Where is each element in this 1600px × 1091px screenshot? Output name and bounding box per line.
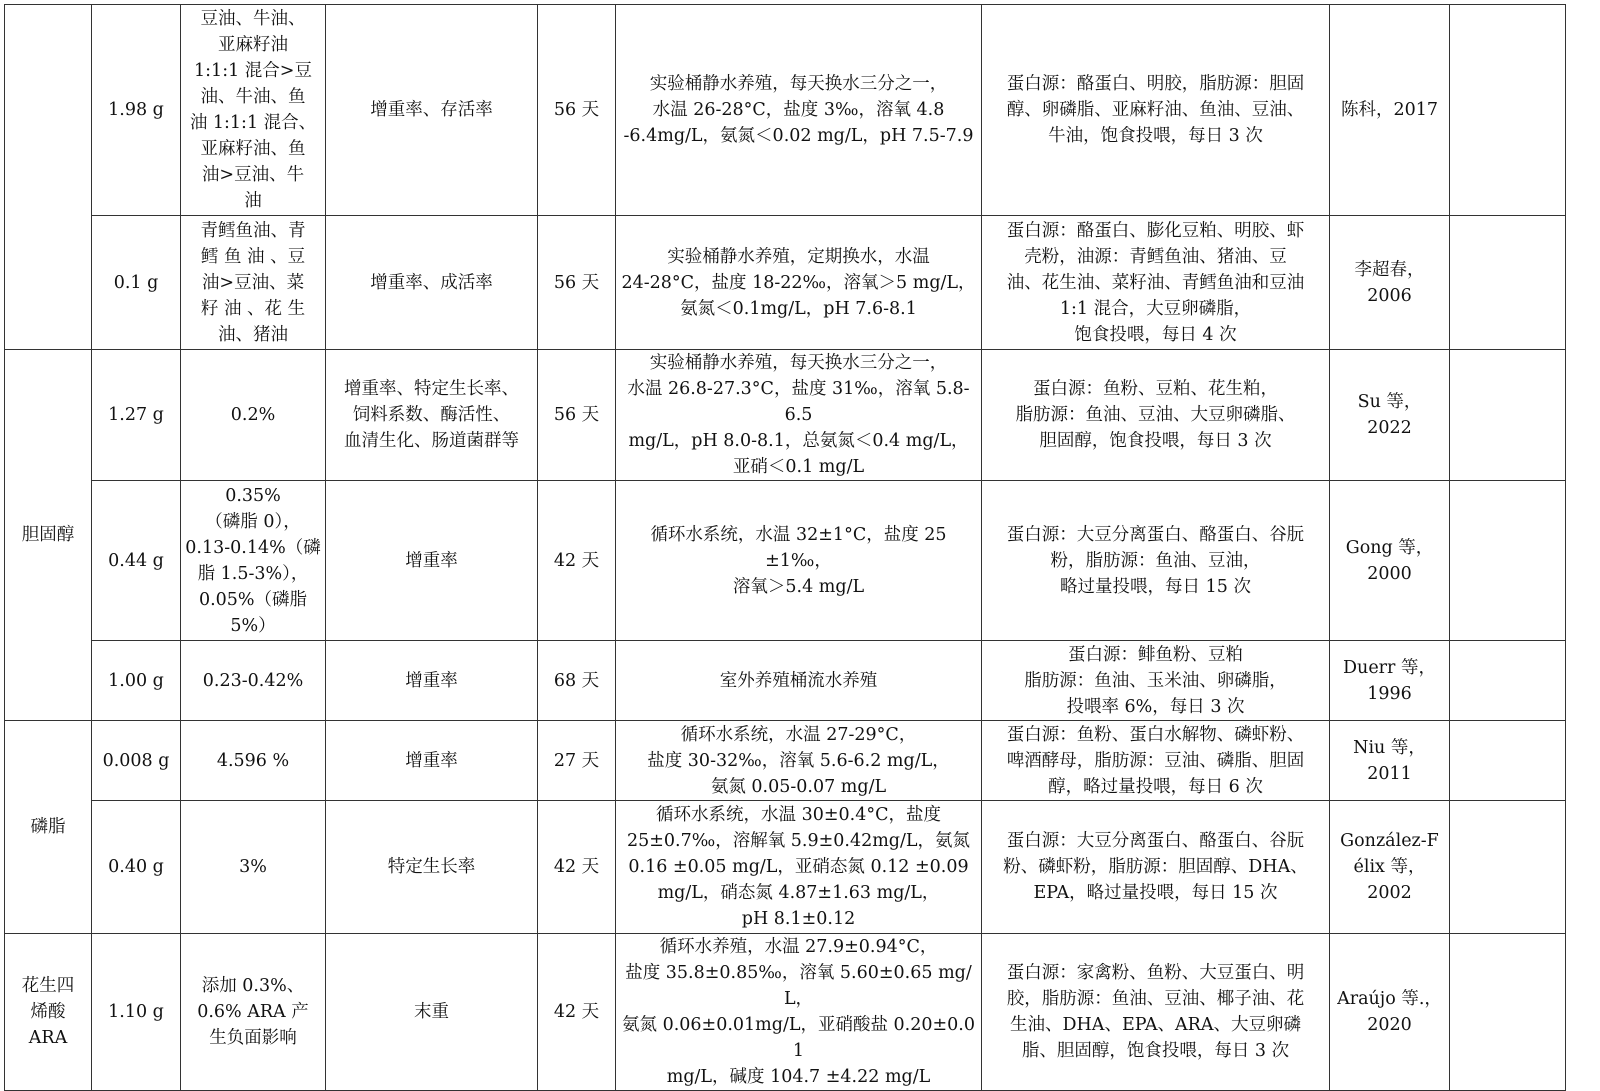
duration-cell: 27 天 xyxy=(538,721,616,801)
weight-cell: 1.27 g xyxy=(92,350,181,481)
extra-cell xyxy=(1450,216,1566,350)
duration-cell: 68 天 xyxy=(538,641,616,721)
feed-cell: 蛋白源：酪蛋白、膨化豆粕、明胶、虾 壳粉，油源：青鳕鱼油、猪油、豆 油、花生油、菜籽油、青鳕鱼油和豆油 1:1 混合，大豆卵磷脂， 饱食投喂，每日 4 次 xyxy=(982,216,1330,350)
extra-cell xyxy=(1450,934,1566,1091)
feed-cell: 蛋白源：鱼粉、蛋白水解物、磷虾粉、 啤酒酵母，脂肪源：豆油、磷脂、胆固 醇，略过量投喂，每日 6 次 xyxy=(982,721,1330,801)
feed-cell: 蛋白源：鱼粉、豆粕、花生粕， 脂肪源：鱼油、豆油、大豆卵磷脂、 胆固醇，饱食投喂，每日 3 次 xyxy=(982,350,1330,481)
feed-cell: 蛋白源：鲱鱼粉、豆粕 脂肪源：鱼油、玉米油、卵磷脂， 投喂率 6%，每日 3 次 xyxy=(982,641,1330,721)
conditions-cell: 循环水系统，水温 27-29°C， 盐度 30-32‰，溶氧 5.6-6.2 mg/L， 氨氮 0.05-0.07 mg/L xyxy=(616,721,982,801)
weight-cell: 0.008 g xyxy=(92,721,181,801)
nutrition-study-table xyxy=(4,4,1566,1091)
feed-cell: 蛋白源：酪蛋白、明胶，脂肪源：胆固 醇、卵磷脂、亚麻籽油、鱼油、豆油、 牛油，饱食投喂，每日 3 次 xyxy=(982,5,1330,216)
feed-cell: 蛋白源：大豆分离蛋白、酪蛋白、谷朊 粉、磷虾粉，脂肪源：胆固醇、DHA、 EPA，略过量投喂，每日 15 次 xyxy=(982,801,1330,934)
extra-cell xyxy=(1450,641,1566,721)
reference-cell: González-F élix 等， 2002 xyxy=(1330,801,1450,934)
table-row xyxy=(5,641,1566,721)
table-row xyxy=(5,216,1566,350)
indicator-cell: 增重率 xyxy=(326,481,538,641)
conditions-cell: 室外养殖桶流水养殖 xyxy=(616,641,982,721)
extra-cell xyxy=(1450,721,1566,801)
indicator-cell: 增重率、存活率 xyxy=(326,5,538,216)
level-cell: 青鳕鱼油、青 鳕 鱼 油 、豆 油>豆油、菜 籽 油 、花 生 油、猪油 xyxy=(181,216,326,350)
indicator-cell: 增重率、特定生长率、 饲料系数、酶活性、 血清生化、肠道菌群等 xyxy=(326,350,538,481)
level-cell: 豆油、牛油、 亚麻籽油 1:1:1 混合>豆 油、牛油、鱼 油 1:1:1 混合、 亚麻籽油、鱼 油>豆油、牛 油 xyxy=(181,5,326,216)
weight-cell: 0.40 g xyxy=(92,801,181,934)
reference-cell: Duerr 等， 1996 xyxy=(1330,641,1450,721)
table-row xyxy=(5,481,1566,641)
table-row xyxy=(5,350,1566,481)
duration-cell: 42 天 xyxy=(538,934,616,1091)
nutrient-cell: 磷脂 xyxy=(5,721,92,934)
table-row xyxy=(5,721,1566,801)
level-cell: 4.596 % xyxy=(181,721,326,801)
reference-cell: Niu 等， 2011 xyxy=(1330,721,1450,801)
indicator-cell: 特定生长率 xyxy=(326,801,538,934)
weight-cell: 1.98 g xyxy=(92,5,181,216)
extra-cell xyxy=(1450,481,1566,641)
level-cell: 添加 0.3%、 0.6% ARA 产 生负面影响 xyxy=(181,934,326,1091)
weight-cell: 0.1 g xyxy=(92,216,181,350)
nutrient-cell: 花生四 烯酸 ARA xyxy=(5,934,92,1091)
conditions-cell: 实验桶静水养殖，每天换水三分之一， 水温 26-28°C，盐度 3‰，溶氧 4.8 -6.4mg/L，氨氮＜0.02 mg/L，pH 7.5-7.9 xyxy=(616,5,982,216)
indicator-cell: 增重率、成活率 xyxy=(326,216,538,350)
conditions-cell: 循环水系统，水温 32±1°C，盐度 25±1‰， 溶氧＞5.4 mg/L xyxy=(616,481,982,641)
conditions-cell: 实验桶静水养殖，每天换水三分之一， 水温 26.8-27.3°C，盐度 31‰，溶氧 5.8-6.5 mg/L，pH 8.0-8.1，总氨氮＜0.4 mg/L， 亚硝＜0.1 mg/L xyxy=(616,350,982,481)
reference-cell: Su 等， 2022 xyxy=(1330,350,1450,481)
level-cell: 0.35% （磷脂 0）， 0.13-0.14%（磷 脂 1.5-3%）， 0.05%（磷脂 5%） xyxy=(181,481,326,641)
duration-cell: 56 天 xyxy=(538,350,616,481)
weight-cell: 1.10 g xyxy=(92,934,181,1091)
extra-cell xyxy=(1450,5,1566,216)
feed-cell: 蛋白源：大豆分离蛋白、酪蛋白、谷朊 粉，脂肪源：鱼油、豆油， 略过量投喂，每日 15 次 xyxy=(982,481,1330,641)
duration-cell: 56 天 xyxy=(538,216,616,350)
table-row xyxy=(5,5,1566,216)
reference-cell: 陈科，2017 xyxy=(1330,5,1450,216)
conditions-cell: 实验桶静水养殖，定期换水，水温 24-28°C，盐度 18-22‰，溶氧＞5 mg/L， 氨氮＜0.1mg/L，pH 7.6-8.1 xyxy=(616,216,982,350)
indicator-cell: 增重率 xyxy=(326,641,538,721)
extra-cell xyxy=(1450,350,1566,481)
duration-cell: 42 天 xyxy=(538,481,616,641)
extra-cell xyxy=(1450,801,1566,934)
duration-cell: 56 天 xyxy=(538,5,616,216)
reference-cell: Araújo 等.， 2020 xyxy=(1330,934,1450,1091)
table-row xyxy=(5,801,1566,934)
indicator-cell: 增重率 xyxy=(326,721,538,801)
duration-cell: 42 天 xyxy=(538,801,616,934)
level-cell: 0.2% xyxy=(181,350,326,481)
weight-cell: 1.00 g xyxy=(92,641,181,721)
weight-cell: 0.44 g xyxy=(92,481,181,641)
nutrient-cell xyxy=(5,5,92,350)
reference-cell: 李超春， 2006 xyxy=(1330,216,1450,350)
conditions-cell: 循环水养殖，水温 27.9±0.94°C， 盐度 35.8±0.85‰，溶氧 5.60±0.65 mg/L， 氨氮 0.06±0.01mg/L，亚硝酸盐 0.20±0.01 mg/L，碱度 104.7 ±4.22 mg/L xyxy=(616,934,982,1091)
conditions-cell: 循环水系统，水温 30±0.4°C，盐度 25±0.7‰，溶解氧 5.9±0.42mg/L，氨氮 0.16 ±0.05 mg/L，亚硝态氮 0.12 ±0.09 mg/L，硝态氮 4.87±1.63 mg/L， pH 8.1±0.12 xyxy=(616,801,982,934)
level-cell: 3% xyxy=(181,801,326,934)
nutrient-cell: 胆固醇 xyxy=(5,350,92,721)
reference-cell: Gong 等， 2000 xyxy=(1330,481,1450,641)
indicator-cell: 末重 xyxy=(326,934,538,1091)
table-row xyxy=(5,934,1566,1091)
level-cell: 0.23-0.42% xyxy=(181,641,326,721)
feed-cell: 蛋白源：家禽粉、鱼粉、大豆蛋白、明 胶，脂肪源：鱼油、豆油、椰子油、花 生油、DHA、EPA、ARA、大豆卵磷 脂、胆固醇，饱食投喂，每日 3 次 xyxy=(982,934,1330,1091)
